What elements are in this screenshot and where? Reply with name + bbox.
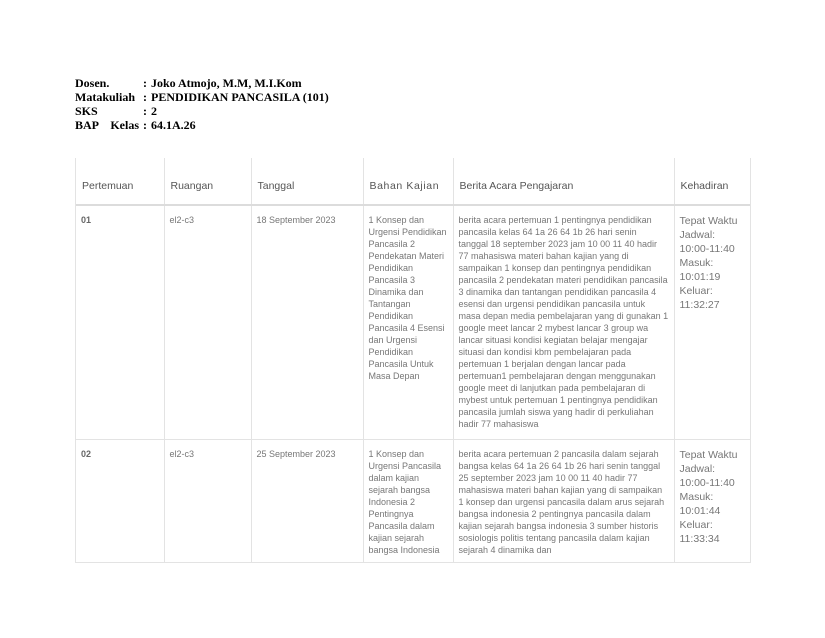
meta-key: SKS (75, 104, 98, 118)
kehadiran-keluar-label: Keluar: (679, 519, 713, 531)
cell-kehadiran (674, 440, 750, 563)
meta-key: Matakuliah (75, 90, 136, 104)
table-header-row (76, 158, 750, 205)
meta-row-kelas (75, 118, 329, 132)
meta-sep: : (143, 76, 147, 90)
kehadiran-status: Tepat Waktu (679, 215, 738, 227)
header-pertemuan: Pertemuan (76, 158, 164, 205)
meta-value: 64.1A.26 (151, 118, 196, 132)
kehadiran-status: Tepat Waktu (679, 449, 738, 461)
cell-pertemuan: 02 (76, 440, 164, 563)
kehadiran-masuk-label: Masuk: (679, 257, 714, 269)
cell-kehadiran (674, 205, 750, 440)
kehadiran-masuk-value: 10:01:19 (679, 271, 721, 283)
cell-tanggal: 18 September 2023 (251, 205, 363, 440)
kehadiran-jadwal-label: Jadwal: (679, 229, 716, 241)
meta-key: Dosen. (75, 76, 110, 90)
meta-sep: : (143, 90, 147, 104)
meta-sep: : (143, 104, 147, 118)
meta-value: PENDIDIKAN PANCASILA (101) (151, 90, 329, 104)
meta-row-dosen (75, 76, 329, 90)
cell-tanggal: 25 September 2023 (251, 440, 363, 563)
cell-bahan-kajian: 1 Konsep dan Urgensi Pancasila dalam kajian sejarah bangsa Indonesia 2 Pentingnya Pancasila dalam kajian sejarah bangsa Indonesia (363, 440, 453, 563)
table-row (76, 440, 750, 563)
kehadiran-jadwal-value: 10:00-11:40 (679, 243, 735, 255)
kehadiran-keluar-label: Keluar: (679, 285, 713, 297)
kehadiran-masuk-label: Masuk: (679, 491, 714, 503)
kehadiran-keluar-value: 11:32:27 (679, 299, 720, 311)
meta-value: Joko Atmojo, M.M, M.I.Kom (151, 76, 302, 90)
meta-value: 2 (151, 104, 157, 118)
header-bahan-kajian: Bahan Kajian (363, 158, 453, 205)
kehadiran-jadwal-value: 10:00-11:40 (679, 477, 735, 489)
cell-bahan-kajian: 1 Konsep dan Urgensi Pendidikan Pancasila 2 Pendekatan Materi Pendidikan Pancasila 3 Dinamika dan Tantangan Pendidikan Pancasila 4 Esensi dan Urgensi Pendidikan Pancasila Untuk Masa Depan (363, 205, 453, 440)
table-row (76, 205, 750, 440)
meta-sep: : (143, 118, 147, 132)
kehadiran-keluar-value: 11:33:34 (679, 533, 720, 545)
kehadiran-jadwal-label: Jadwal: (679, 463, 716, 475)
bap-table (76, 158, 750, 563)
cell-berita-acara: berita acara pertemuan 2 pancasila dalam sejarah bangsa kelas 64 1a 26 64 1b 26 hari senin tanggal 25 september 2023 jam 10 00 11 40 hadir 77 mahasiswa materi bahan kajian yang di sampaikan 1 konsep dan urgensi pancasila dalam arus sejarah bangsa indonesia 2 pentingnya pancasila dalam kajian sejarah bangsa indonesia 3 sumber historis sosiologis politis tentang pancasila dalam kajian sejarah 4 dinamika dan (453, 440, 674, 563)
header-tanggal: Tanggal (251, 158, 363, 205)
header-berita-acara: Berita Acara Pengajaran (453, 158, 674, 205)
header-ruangan: Ruangan (164, 158, 251, 205)
cell-pertemuan: 01 (76, 205, 164, 440)
meta-row-sks (75, 104, 329, 118)
cell-ruangan: el2-c3 (164, 440, 251, 563)
bap-table-container (75, 158, 751, 563)
cell-berita-acara: berita acara pertemuan 1 pentingnya pendidikan pancasila kelas 64 1a 26 64 1b 26 hari senin tanggal 18 september 2023 jam 10 00 11 40 hadir 77 mahasiswa materi bahan kajian yang di sampaikan 1 konsep dan pentingnya pendidikan pancasila 2 pendekatan materi pendidikan pancasila 3 dinamika dan tantangan pendidikan pancasila 4 esensi dan urgensi pendidikan pancasila untuk masa depan media pembelajaran yang di gunakan 1 google meet lancar 2 mybest lancar 3 group wa lancar situasi kondisi kegiatan belajar mengajar situasi dan kondisi kbm pembelajaran pada pertemuan 1 berjalan dengan lancar pada pertemuan1 pembelajaran dengan menggunakan google meet di lanjutkan pada pembelajaran di mybest untuk pertemuan 1 pentingnya pendidikan pancasila jumlah siswa yang hadir di perkuliahan hadir 77 mahasiswa (453, 205, 674, 440)
cell-ruangan: el2-c3 (164, 205, 251, 440)
meta-row-matakuliah (75, 90, 329, 104)
header-kehadiran: Kehadiran (674, 158, 750, 205)
meta-key: BAP Kelas (75, 118, 140, 132)
document-meta (75, 76, 329, 132)
kehadiran-masuk-value: 10:01:44 (679, 505, 721, 517)
